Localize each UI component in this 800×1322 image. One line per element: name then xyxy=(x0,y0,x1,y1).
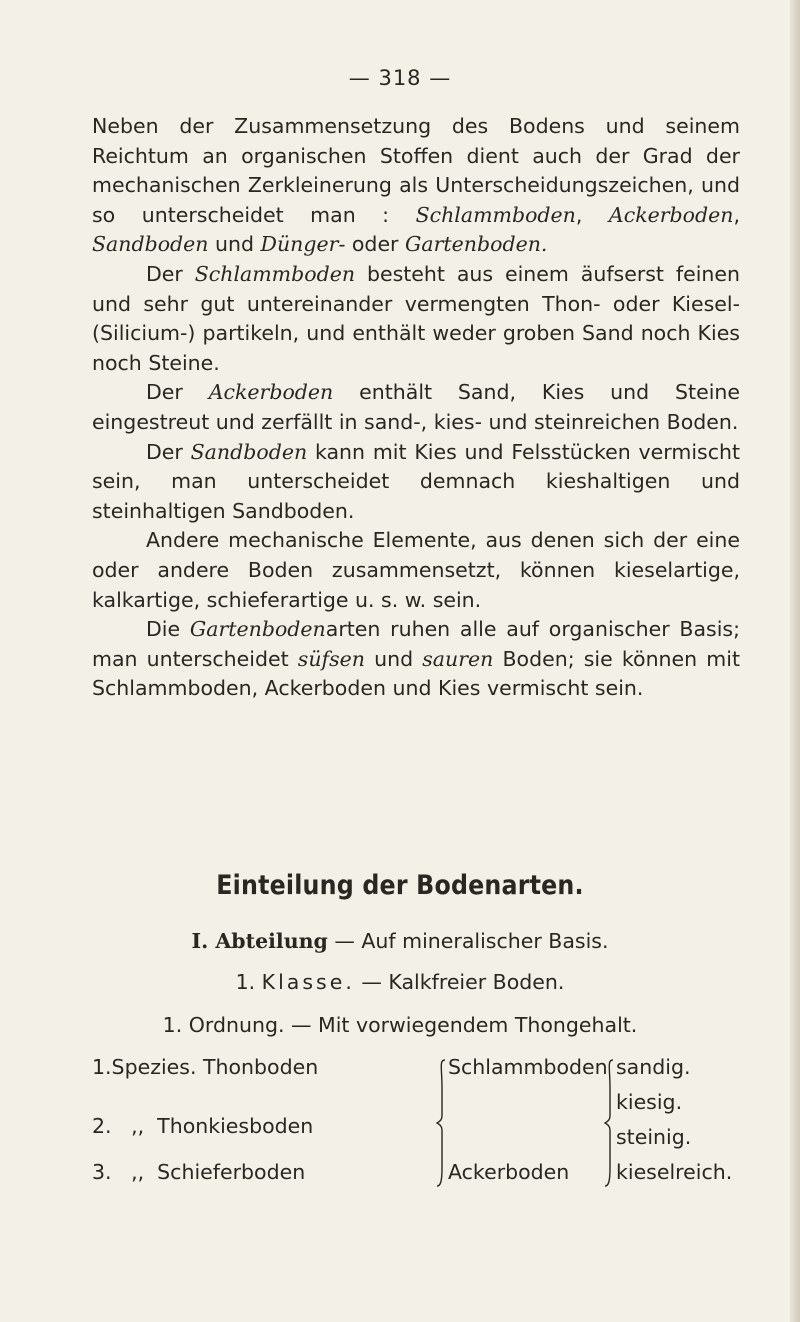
italic-term: sauren xyxy=(422,646,494,671)
text-run: , xyxy=(733,202,740,227)
ordnung-line: 1. Ordnung. — Mit vorwiegendem Thongehalt. xyxy=(162,1013,638,1037)
italic-term: Dünger- xyxy=(260,232,346,257)
klasse-line xyxy=(0,970,800,994)
italic-term: Schlammboden xyxy=(415,202,576,227)
paragraph-6 xyxy=(92,615,740,704)
text-run: Der xyxy=(146,261,195,286)
italic-term: Sandboden xyxy=(190,439,308,464)
klasse-label: Klasse. xyxy=(261,970,355,994)
klasse-text: — Kalkfreier Boden. xyxy=(354,970,565,994)
paragraph-2 xyxy=(92,260,740,378)
text-run: Der xyxy=(146,380,209,405)
italic-term: Schlammboden xyxy=(194,261,356,286)
abteilung-line xyxy=(0,929,800,953)
paragraph-1 xyxy=(92,112,740,260)
italic-term: Sandboden xyxy=(92,232,209,257)
right-sandig: sandig. xyxy=(616,1055,691,1079)
species-1: 1.Spezies. Thonboden xyxy=(92,1055,319,1079)
middle-schlammboden: Schlammboden xyxy=(448,1055,608,1079)
left-brace-bracket xyxy=(436,1058,446,1188)
paragraph-3 xyxy=(92,378,740,437)
body-text xyxy=(92,112,740,704)
right-brace-bracket xyxy=(604,1058,614,1188)
text-run: , xyxy=(575,202,609,227)
text-run: besteht aus einem äufserst feinen und sehr gut untereinander vermengten Thon- oder Kiesel- (Silicium-) partikeln, und enthält weder groben Sand noch Kies noch Steine. xyxy=(92,261,740,375)
text-run: Neben der Zusammensetzung des Bodens und seinem Reichtum an organischen Stoffen dient auch der Grad der mechanischen Zerkleinerung als Unterscheidungszeichen, und so unterscheidet man : xyxy=(92,114,740,227)
middle-ackerboden: Ackerboden xyxy=(448,1160,570,1184)
italic-term: Ackerboden xyxy=(608,202,734,227)
page-edge xyxy=(790,0,800,1322)
text-run: Der xyxy=(146,439,191,464)
page-number: — 318 — xyxy=(348,66,452,90)
italic-term: Gartenboden. xyxy=(405,232,548,257)
abteilung-label: I. Abteilung xyxy=(191,929,328,953)
klasse-number: 1. xyxy=(235,970,256,994)
italic-term: Gartenboden xyxy=(189,617,326,642)
italic-term: Ackerboden xyxy=(208,380,334,405)
right-steinig: steinig. xyxy=(616,1125,692,1149)
right-kiesig: kiesig. xyxy=(616,1090,683,1114)
text-run: arten ruhen alle auf organischer Basis; man unterscheidet xyxy=(92,617,740,671)
text-run: Boden; sie können mit Schlammboden, Ackerboden und Kies vermischt sein. xyxy=(92,646,740,701)
species-2: 2. ,, Thonkiesboden xyxy=(92,1114,314,1138)
text-run: Die xyxy=(146,617,190,642)
text-run: und xyxy=(208,232,261,257)
text-run: Andere mechanische Elemente, aus denen sich der eine oder andere Boden zusammensetzt, können kieselartige, kalkartige, schieferartige u. s. w. sein. xyxy=(92,528,740,612)
italic-term: süfsen xyxy=(297,646,365,671)
text-run: und xyxy=(364,646,423,671)
text-run: oder xyxy=(345,232,406,257)
paragraph-4 xyxy=(92,438,740,527)
text-run: enthält Sand, Kies und Steine eingestreut und zerfällt in sand-, kies- und steinreichen Boden. xyxy=(92,380,740,434)
text-run: kann mit Kies und Felsstücken vermischt sein, man unterscheidet demnach kieshaltigen und steinhaltigen Sandboden. xyxy=(92,439,741,523)
species-3: 3. ,, Schieferboden xyxy=(92,1160,306,1184)
paragraph-5 xyxy=(92,526,740,615)
right-kieselreich: kieselreich. xyxy=(616,1160,733,1184)
section-heading: Einteilung der Bodenarten. xyxy=(216,870,584,901)
abteilung-text: — Auf mineralischer Basis. xyxy=(327,929,609,953)
